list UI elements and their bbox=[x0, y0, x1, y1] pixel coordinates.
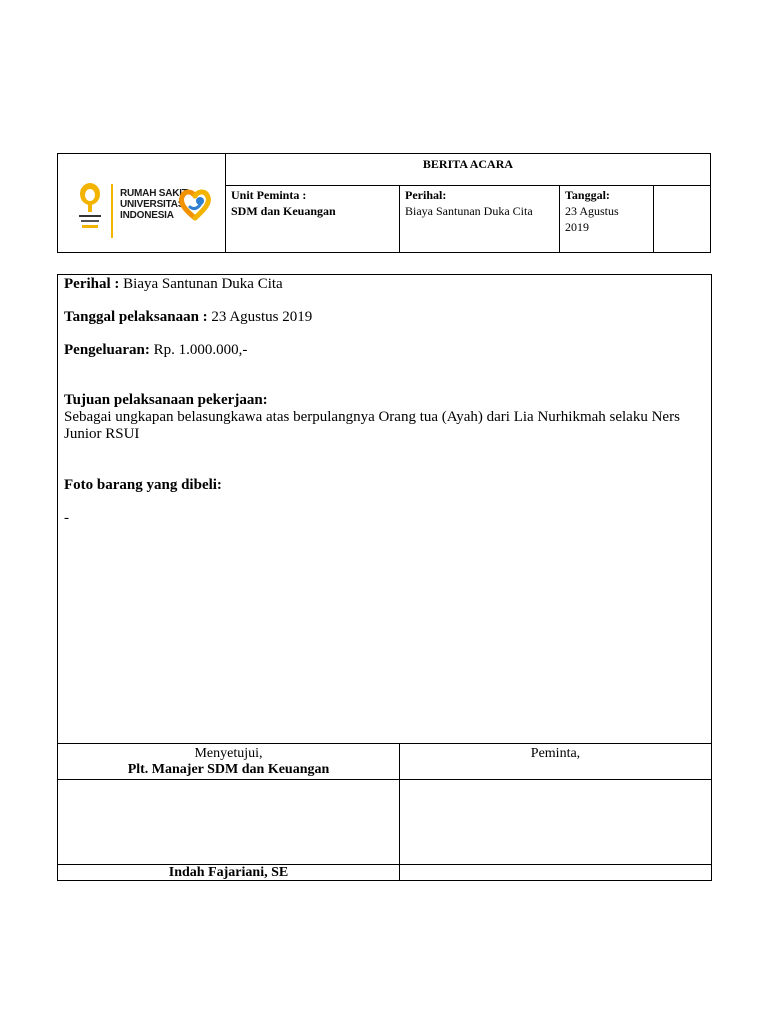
foto-value: - bbox=[64, 510, 69, 526]
requester-signature-space bbox=[400, 779, 711, 864]
pengeluaran-label: Pengeluaran: bbox=[64, 342, 150, 358]
approval-header-cell bbox=[58, 743, 400, 779]
perihal-line bbox=[64, 276, 283, 293]
empty-cell bbox=[654, 186, 710, 252]
logo-line-3: INDONESIA bbox=[120, 210, 174, 221]
heart-logo-icon bbox=[178, 187, 212, 221]
requester-name-cell bbox=[400, 864, 711, 880]
foto-label: Foto barang yang dibeli: bbox=[64, 477, 222, 493]
logo-cell bbox=[58, 154, 226, 252]
pengeluaran-line bbox=[64, 342, 247, 359]
tanggal-value: 23 Agustus 2019 bbox=[207, 309, 313, 325]
requester-header-cell bbox=[400, 743, 711, 779]
unit-cell bbox=[226, 186, 400, 252]
approve-role: Plt. Manajer SDM dan Keuangan bbox=[127, 762, 330, 777]
approver-name: Indah Fajariani, SE bbox=[58, 864, 400, 880]
header-perihal-value: Biaya Santunan Duka Cita bbox=[405, 204, 533, 218]
header-tanggal-value-1: 23 Agustus bbox=[565, 204, 619, 218]
makara-emblem-icon bbox=[76, 180, 104, 236]
unit-label: Unit Peminta : bbox=[231, 188, 307, 202]
logo-line-2: UNIVERSITAS bbox=[120, 199, 185, 210]
approve-label: Menyetujui, bbox=[194, 746, 263, 761]
header-perihal-label: Perihal: bbox=[405, 188, 447, 202]
tujuan-text: Sebagai ungkapan belasungkawa atas berpulangnya Orang tua (Ayah) dari Lia Nurhikmah selaku Ners Junior RSUI bbox=[64, 409, 680, 442]
document-title: BERITA ACARA bbox=[226, 154, 710, 186]
logo-line-1: RUMAH SAKIT bbox=[120, 188, 188, 199]
logo-divider bbox=[111, 184, 113, 238]
perihal-cell bbox=[400, 186, 560, 252]
requester-label: Peminta, bbox=[530, 746, 581, 761]
header-tanggal-value-2: 2019 bbox=[565, 220, 589, 234]
unit-value: SDM dan Keuangan bbox=[231, 204, 336, 218]
header-tanggal-label: Tanggal: bbox=[565, 188, 610, 202]
tanggal-cell bbox=[560, 186, 654, 252]
report-body bbox=[57, 274, 712, 881]
tujuan-label: Tujuan pelaksanaan pekerjaan: bbox=[64, 392, 268, 408]
approver-signature-space bbox=[58, 779, 400, 864]
perihal-label: Perihal : bbox=[64, 276, 120, 292]
header-table bbox=[57, 153, 711, 253]
tanggal-line bbox=[64, 309, 312, 326]
perihal-value: Biaya Santunan Duka Cita bbox=[119, 276, 283, 292]
tanggal-label: Tanggal pelaksanaan : bbox=[64, 309, 208, 325]
pengeluaran-value: Rp. 1.000.000,- bbox=[149, 342, 248, 358]
